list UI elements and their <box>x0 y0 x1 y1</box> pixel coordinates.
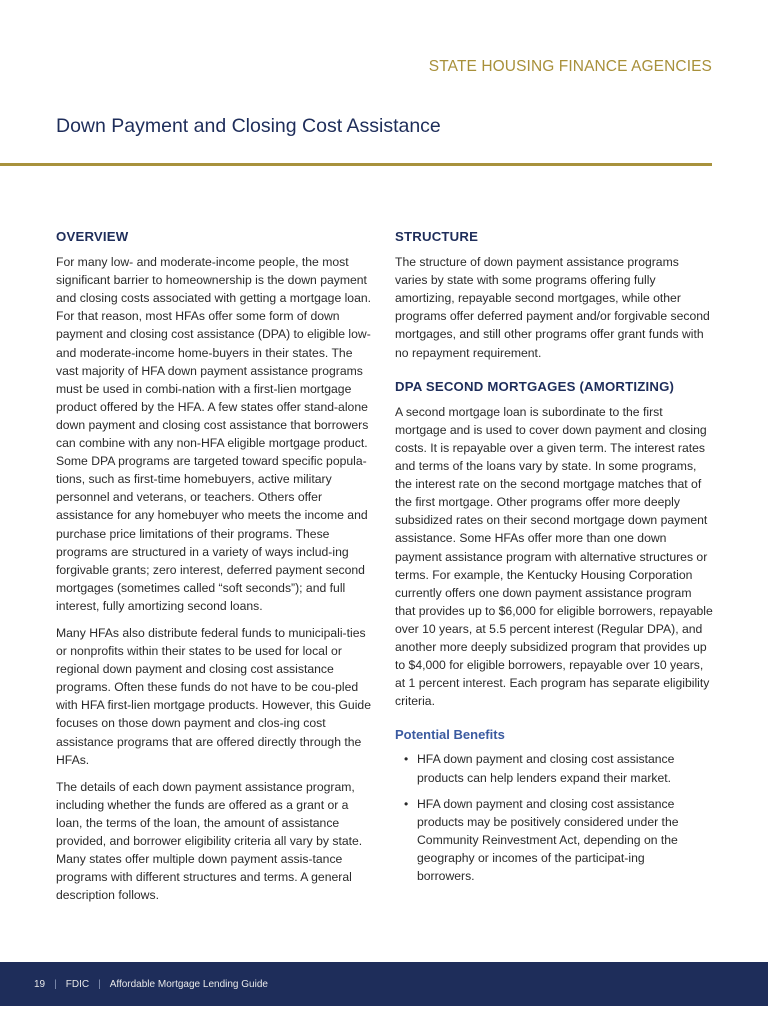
list-item <box>395 795 713 885</box>
overview-paragraph-2: Many HFAs also distribute federal funds to municipali-ties or nonprofits within their states to be used for local or regional down payment and closing cost assistance programs. Often these funds do not have to be cou-pled with HFA first-lien mortgage products. However, this Guide focuses on those down payment and clos-ing cost assistance programs that are offered directly through the HFAs. <box>56 625 371 767</box>
benefit-text: HFA down payment and closing cost assistance products may be positively considered under the Community Reinvestment Act, depending on the geography or incomes of the participat-ing borrowers. <box>417 796 679 883</box>
page-title: Down Payment and Closing Cost Assistance <box>56 115 441 137</box>
bullet-icon: • <box>404 796 409 811</box>
page-number: 19 <box>34 979 46 990</box>
list-item <box>395 750 713 786</box>
overview-paragraph-1: For many low- and moderate-income people, the most significant barrier to homeownership is the down payment and closing costs associated with getting a mortgage loan. For that reason, most HFAs offer some form of down payment and closing cost assistance (DPA) to eligible low- and moderate-income home-buyers in their states. The vast majority of HFA down payment assistance programs must be used in combi-nation with a first-lien mortgage product offered by the HFA. A few states offer stand-alone down payment and closing cost assistance that borrowers can combine with any non-HFA eligible mortgage product. Some DPA programs are targeted toward specific popula-tions, such as first-time homebuyers, active military personnel and veterans, or teachers. Others offer assistance for any homebuyer who meets the income and purchase price limitations of their programs. These programs are structured in a variety of ways includ-ing forgivable grants; zero interest, deferred payment second mortgages (sometimes called “soft seconds”); and full interest, fully amortizing second loans. <box>56 255 372 613</box>
footer-guide-title: Affordable Mortgage Lending Guide <box>109 979 268 990</box>
footer-content <box>34 979 268 990</box>
footer-separator: | <box>54 979 57 990</box>
footer-org: FDIC <box>65 979 90 990</box>
section-label: STATE HOUSING FINANCE AGENCIES <box>428 58 712 75</box>
benefits-list <box>395 750 713 885</box>
benefit-text: HFA down payment and closing cost assistance products can help lenders expand their market. <box>417 752 675 785</box>
footer-bar <box>0 962 768 1006</box>
potential-benefits-heading: Potential Benefits <box>395 727 505 743</box>
structure-heading: STRUCTURE <box>395 229 479 244</box>
right-column <box>395 228 713 893</box>
dpa-second-mortgages-heading: DPA SECOND MORTGAGES (AMORTIZING) <box>395 378 675 394</box>
overview-heading: OVERVIEW <box>56 229 129 244</box>
dpa-paragraph: A second mortgage loan is subordinate to the first mortgage and is used to cover down payment and closing costs. It is repayable over a given term. The interest rates and terms of the loans vary by state. In some programs, the interest rate on the second mortgage matches that of the first mortgage. Other programs offer more deeply subsidized rates on their second mortgage down payment assistance. Some HFAs offer more than one down payment assistance program with alternative structures or terms. For example, the Kentucky Housing Corporation currently offers one down payment assistance program that provides up to $6,000 for eligible borrowers, repayable over 10 years, at 5.5 percent interest (Regular DPA), and another more deeply subsidized program that provides up to $4,000 for eligible borrowers, repayable over 10 years, at 1 percent interest. Each program has separate eligibility criteria. <box>395 404 713 709</box>
left-column <box>56 228 372 913</box>
bullet-icon: • <box>404 752 409 767</box>
footer-separator: | <box>98 979 101 990</box>
overview-paragraph-3: The details of each down payment assistance program, including whether the funds are offered as a grant or a loan, the terms of the loan, the amount of assistance provided, and borrower eligibility criteria all vary by state. Many states offer multiple down payment assis-tance programs with different structures and terms. A general description follows. <box>56 779 363 903</box>
structure-paragraph: The structure of down payment assistance programs varies by state with some programs offering fully amortizing, repayable second mortgages, while other programs offer deferred payment and/or forgivable second mortgages, and still other programs offer grant funds with no repayment requirement. <box>395 255 710 360</box>
title-divider <box>0 163 712 166</box>
